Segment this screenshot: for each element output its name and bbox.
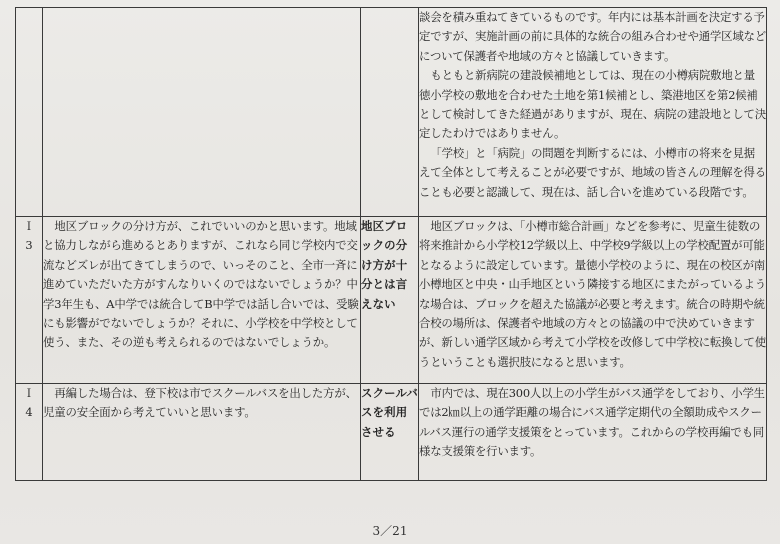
row-number-prefix: Ｉ — [23, 219, 35, 233]
answer-paragraph: 談会を積み重ねてきているものです。年内には基本計画を決定する予定ですが、実施計画の前に具体的な統合の組み合わせや通学区域などについて保護者や地域の方々と協議していきます。 — [419, 10, 766, 63]
table-row — [16, 8, 767, 217]
row-number-prefix: Ｉ — [23, 386, 35, 400]
answer-cell — [419, 384, 767, 481]
page-number: 3／21 — [372, 524, 408, 538]
answer-cell — [419, 8, 767, 217]
row-number: 3 — [25, 238, 33, 253]
answer-paragraph: 地区ブロックは、「小樽市総合計画」などを参考に、児童生徒数の将来推計から小学校12学級以上、中学校9学級以上の学校配置が可能となるように設定しています。量徳小学校のように、現在の校区が南小樽地区と中央・山手地区という隣接する地区にまたがっているような場合は、ブロックを超えた協議が必要と考えます。統合の時期や統合校の場所は、保護者や地域の方々との協議の中で決めていきますが、新しい通学区域から考えて小学校を改修して中学校に転換して使うということも選択肢になると思います。 — [419, 219, 766, 369]
table-row — [16, 217, 767, 384]
category-cell: 地区ブロックの分け方が十分とは言えない — [361, 217, 419, 384]
opinion-text: 地区ブロックの分け方が、これでいいのかと思います。地域と協力しながら進めるとありますが、これなら同じ学校内で交流などズレが出てきてしまうので、いっそのこと、全市一斉に進めていただいた方がすんなりいくのではないでしょうか？中学3年生も、A中学では統合してB中学では話し合いでは、受験にも影響がでないでしょうか？それに、小学校を中学校として使う、また、その逆も考えられるのではないでしょうか。 — [43, 219, 359, 350]
row-number-cell — [16, 384, 43, 481]
answer-paragraph: 「学校」と「病院」の問題を判断するには、小樽市の将来を見据えて全体として考えることが必要ですが、地域の皆さんの理解を得ることも必要と認識して、現在は、話し合いを進めている段階です。 — [419, 145, 766, 199]
table-row — [16, 384, 767, 481]
category-cell — [361, 8, 419, 217]
opinion-text: 再編した場合は、登下校は市でスクールバスを出した方が、児童の安全面から考えていいと思います。 — [43, 386, 357, 420]
row-number-cell — [16, 8, 43, 217]
category-cell: スクールバスを利用させる — [361, 384, 419, 481]
answer-paragraph: 市内では、現在300人以上の小学生がバス通学をしており、小学生では2㎞以上の通学距離の場合にバス通学定期代の全額助成やスクールバス運行の通学支援策をとっています。これからの学校再編でも同様な支援策を行います。 — [419, 386, 765, 459]
opinion-cell — [43, 217, 361, 384]
opinion-cell — [43, 384, 361, 481]
answer-cell — [419, 217, 767, 384]
opinion-answer-table — [15, 7, 767, 481]
row-number-cell — [16, 217, 43, 384]
row-number: 4 — [25, 405, 33, 420]
answer-paragraph: もともと新病院の建設候補地としては、現在の小樽病院敷地と量徳小学校の敷地を合わせた土地を第1候補とし、築港地区を第2候補として検討してきた経過がありますが、現在、病院の建設地として決定したわけではありません。 — [419, 68, 766, 141]
opinion-cell — [43, 8, 361, 217]
